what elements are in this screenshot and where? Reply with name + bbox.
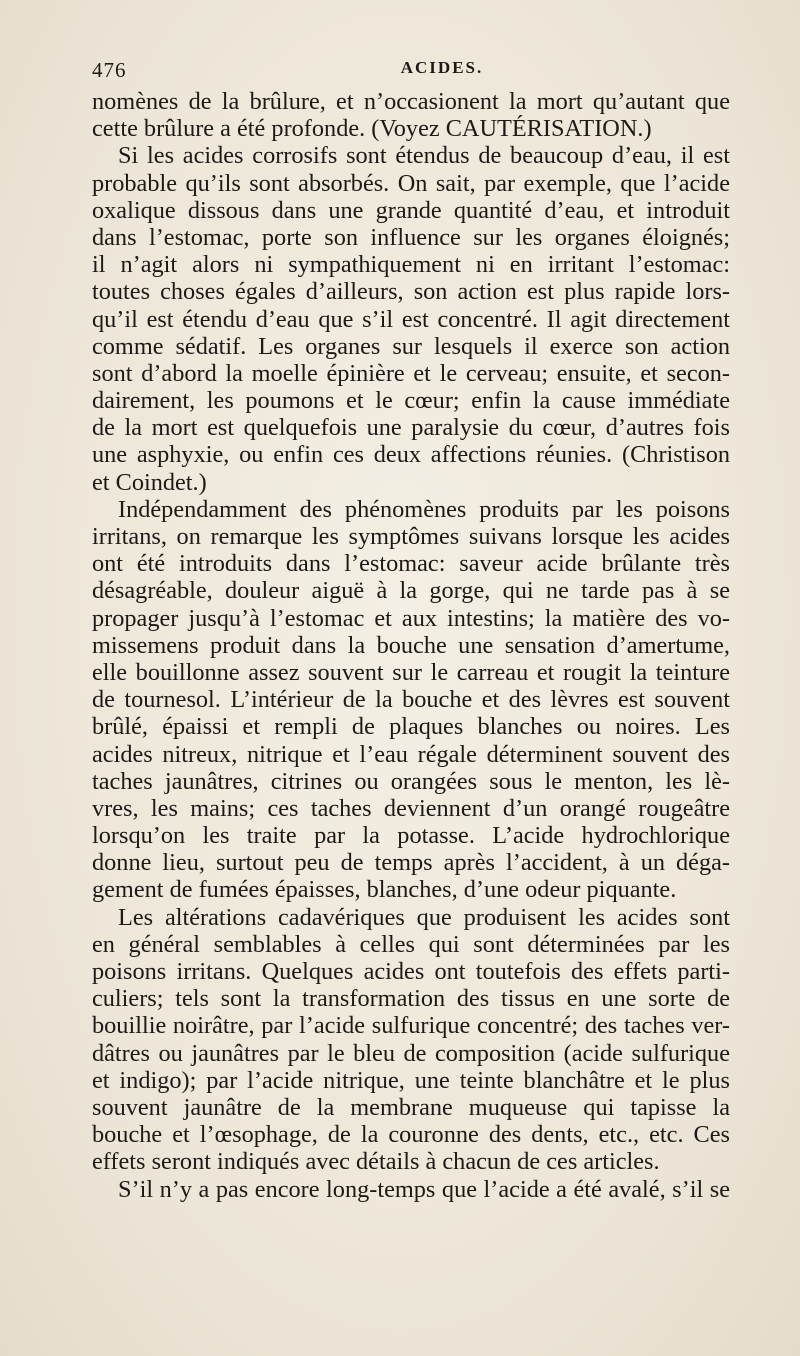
text-line: et Coindet.) [92,468,207,496]
page-header [92,58,732,88]
text-line: qu’il est étendu d’eau que s’il est concentré. Il agit directement [92,305,730,333]
running-head: ACIDES. [400,58,484,77]
paragraph [92,496,730,904]
text-line: effets seront indiqués avec détails à chacun de ces articles. [92,1148,660,1176]
page-number: 476 [92,58,127,82]
text-line: de la mort est quelquefois une paralysie du cœur, d’autres fois [92,414,730,442]
text-line: bouche et l’œsophage, de la couronne des dents, etc., etc. Ces [92,1121,730,1149]
text-line: taches jaunâtres, citrines ou orangées sous le menton, les lè- [92,767,730,795]
text-line: dans l’estomac, porte son influence sur les organes éloignés; [92,223,730,251]
text-line: toutes choses égales d’ailleurs, son action est plus rapide lors- [92,278,730,306]
text-line: gement de fumées épaisses, blanches, d’une odeur piquante. [92,876,677,904]
text-line: missemens produit dans la bouche une sensation d’amertume, [92,631,730,659]
text-line: souvent jaunâtre de la membrane muqueuse qui tapisse la [92,1093,730,1121]
text-line: Indépendamment des phénomènes produits par les poisons [118,495,730,523]
text-line: elle bouillonne assez souvent sur le carreau et rougit la teinture [92,658,730,686]
paragraph [92,88,730,142]
text-line: bouillie noirâtre, par l’acide sulfurique concentré; des taches ver- [92,1012,730,1040]
text-line: propager jusqu’à l’estomac et aux intestins; la matière des vo- [92,604,730,632]
text-line: Si les acides corrosifs sont étendus de beaucoup d’eau, il est [118,142,730,170]
text-line: poisons irritans. Quelques acides ont toutefois des effets parti- [92,958,730,985]
text-line: probable qu’ils sont absorbés. On sait, par exemple, que l’acide [92,169,730,197]
text-line: dairement, les poumons et le cœur; enfin la cause immédiate [92,387,730,415]
text-line: il n’agit alors ni sympathiquement ni en irritant l’estomac: [92,251,730,279]
text-line: sont d’abord la moelle épinière et le cerveau; ensuite, et secon- [92,359,730,387]
text-line: dâtres ou jaunâtres par le bleu de composition (acide sulfurique [92,1039,730,1067]
text-line: une asphyxie, ou enfin ces deux affections réunies. (Christison [92,441,730,469]
text-line: nomènes de la brûlure, et n’occasionent la mort qu’autant que [92,88,730,115]
text-line: irritans, on remarque les symptômes suivans lorsque les acides [92,523,730,550]
text-line: ont été introduits dans l’estomac: saveur acide brûlante très [92,550,730,578]
text-line: Les altérations cadavériques que produisent les acides sont [118,903,730,931]
text-line: donne lieu, surtout peu de temps après l’accident, à un déga- [92,849,730,877]
text-line: culiers; tels sont la transformation des tissus en une sorte de [92,985,730,1013]
paragraph [92,904,730,1176]
text-line: S’il n’y a pas encore long-temps que l’acide a été avalé, s’il se [118,1175,730,1203]
text-line: désagréable, douleur aiguë à la gorge, qui ne tarde pas à se [92,577,730,605]
text-line: acides nitreux, nitrique et l’eau régale déterminent souvent des [92,740,730,768]
text-line: vres, les mains; ces taches deviennent d’un orangé rougeâtre [92,794,730,822]
text-line: brûlé, épaissi et rempli de plaques blanches ou noires. Les [92,713,730,741]
text-line: oxalique dissous dans une grande quantité d’eau, et introduit [92,196,730,224]
body-text [92,88,730,1203]
text-line: et indigo); par l’acide nitrique, une teinte blanchâtre et le plus [92,1066,730,1094]
text-line: cette brûlure a été profonde. (Voyez CAUTÉRISATION.) [92,115,652,143]
text-line: comme sédatif. Les organes sur lesquels il exerce son action [92,332,730,360]
text-line: lorsqu’on les traite par la potasse. L’acide hydrochlorique [92,822,730,850]
paragraph [92,142,730,495]
paragraph [92,1176,730,1203]
text-line: de tournesol. L’intérieur de la bouche et des lèvres est souvent [92,686,730,714]
text-line: en général semblables à celles qui sont déterminées par les [92,930,730,958]
